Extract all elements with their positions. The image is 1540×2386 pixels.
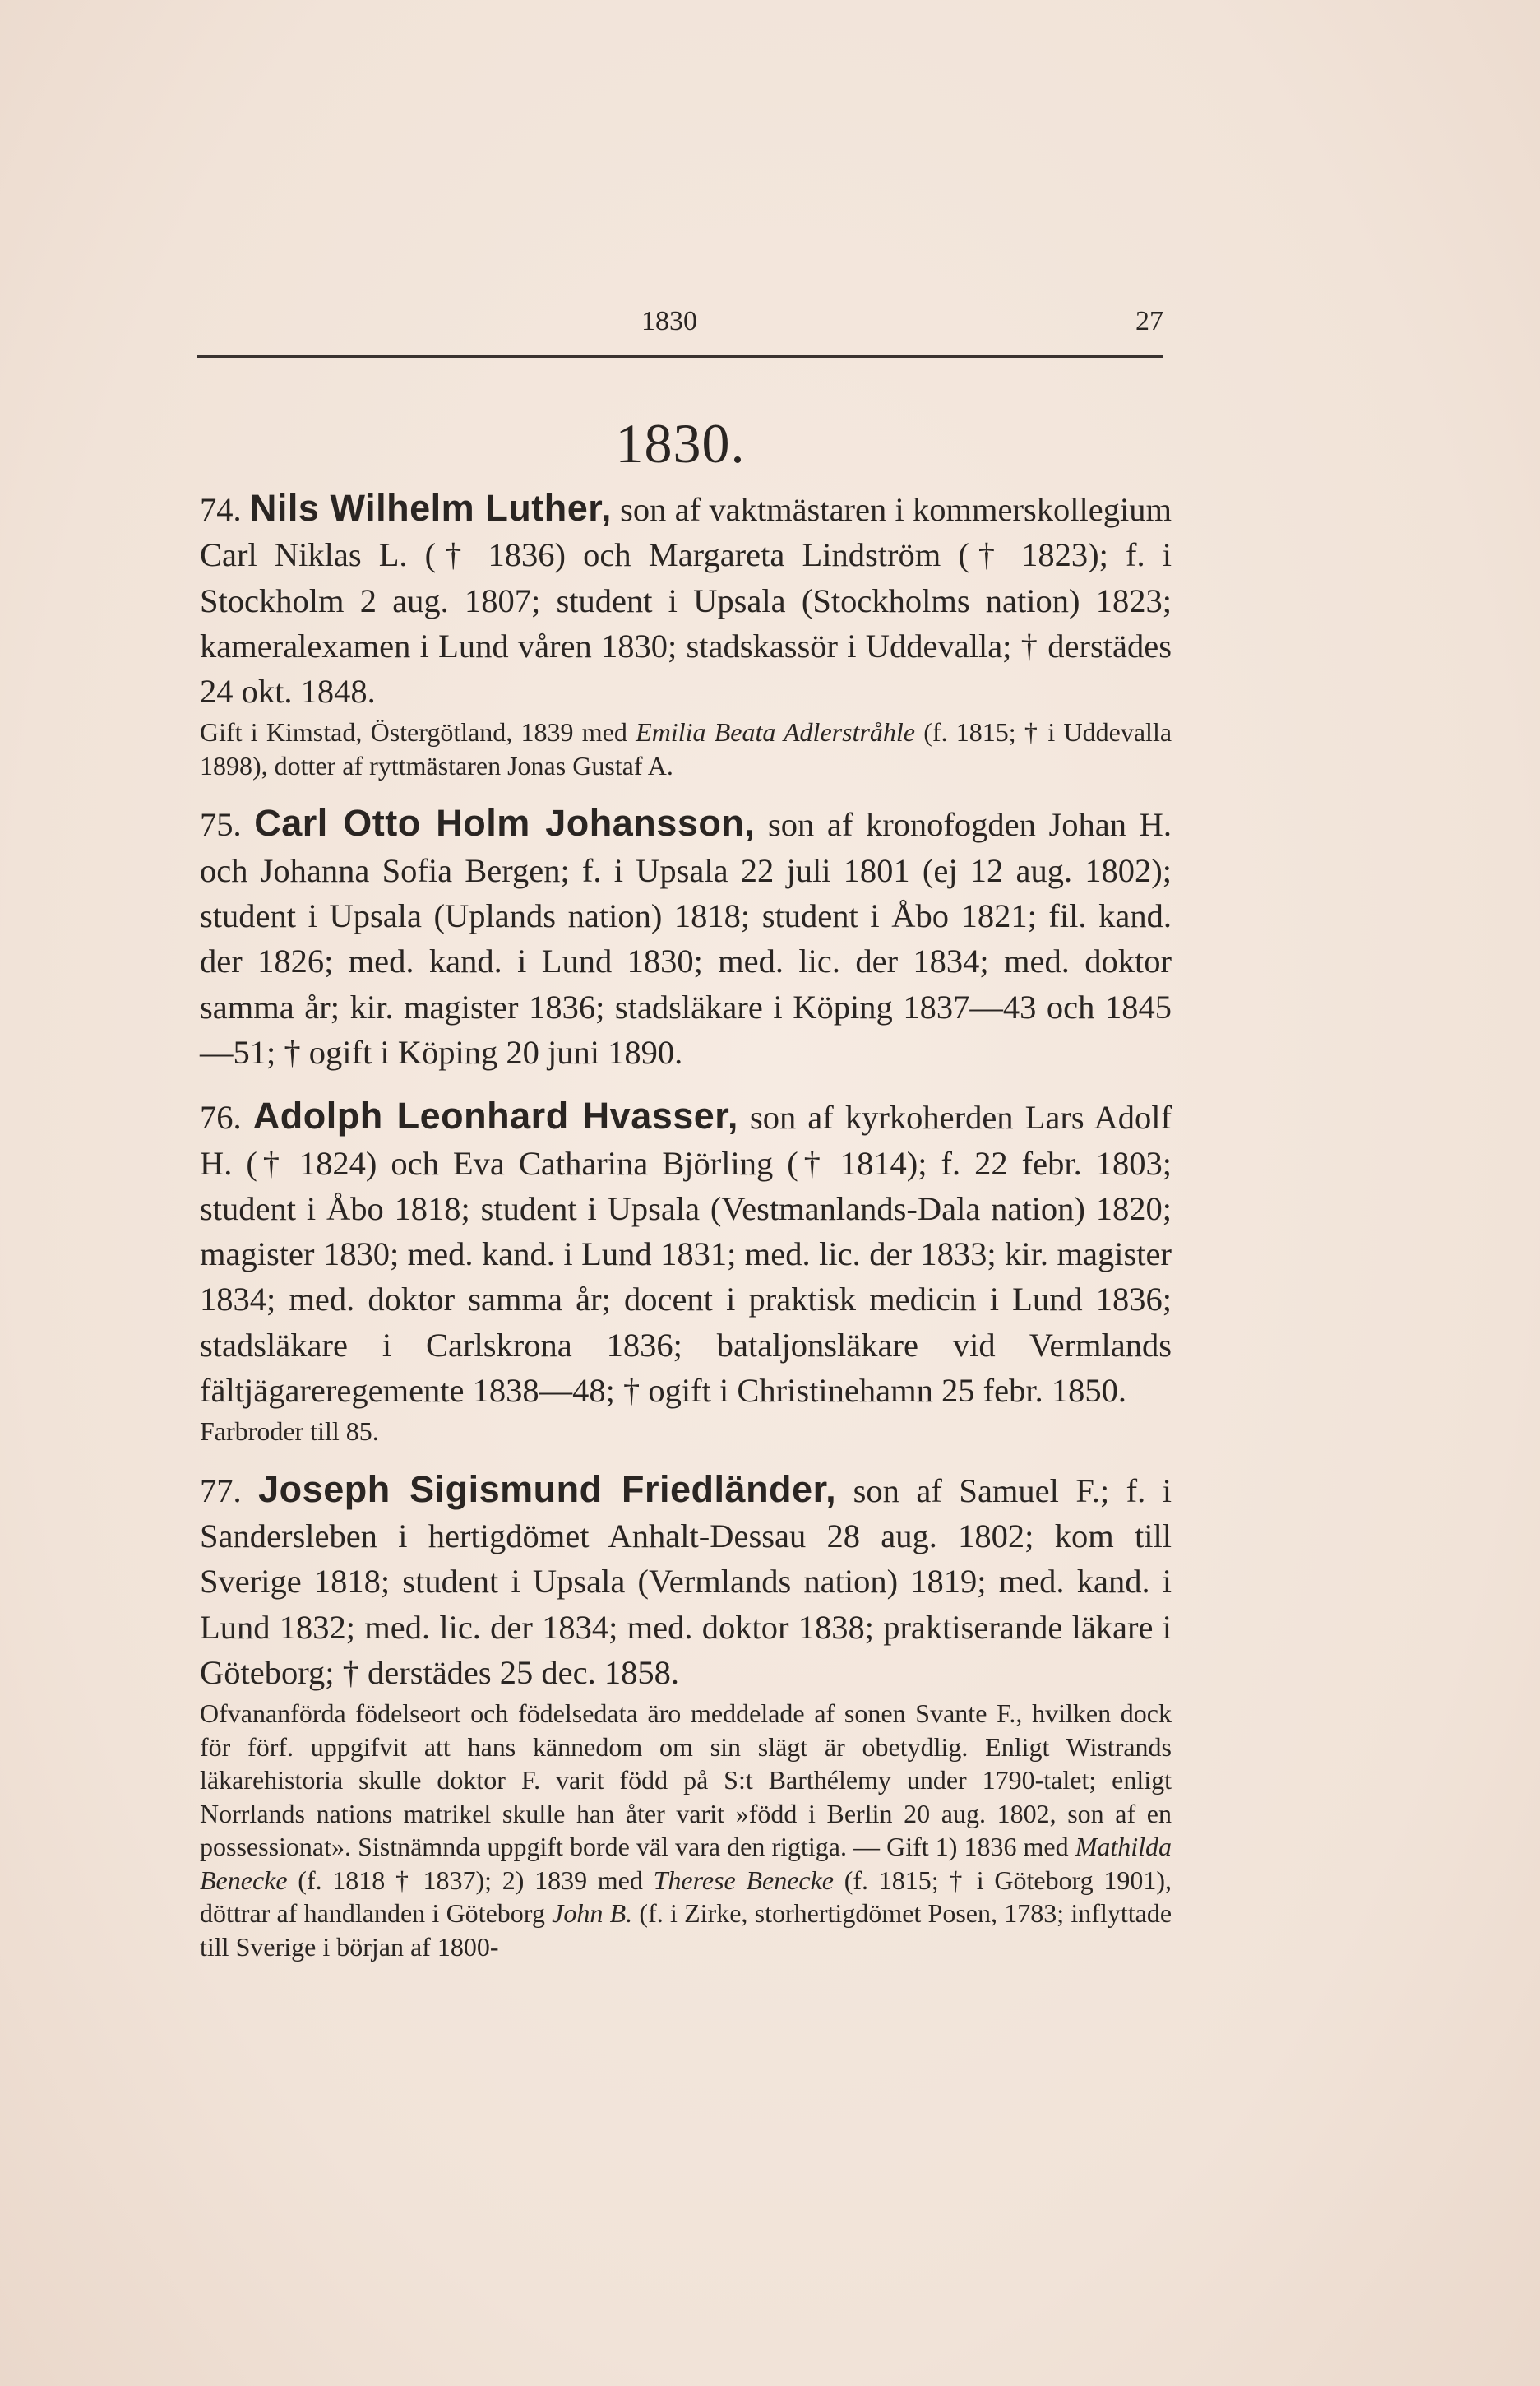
entry-name: Nils Wilhelm Luther,	[249, 487, 612, 529]
page-content	[200, 485, 1172, 1981]
entry-name: Joseph Sigismund Friedländer,	[258, 1467, 837, 1510]
entry-text: son af kronofogden Johan H. och Johanna Sofia Bergen; f. i Upsala 22 juli 1801 (ej 12 aug. 1802); student i Upsala (Uplands nation) 1818; student i Åbo 1821; fil. kand. der 1826; med. kand. i Lund 1830; med. lic. der 1834; med. doktor samma år; kir. magister 1836; stadsläkare i Köping 1837—43 och 1845—51; † ogift i Köping 20 juni 1890.	[200, 806, 1172, 1071]
entry-note: Farbroder till 85.	[200, 1416, 379, 1447]
note-text: Gift i Kimstad, Östergötland, 1839 med	[200, 717, 627, 748]
note-italic-name: John B.	[552, 1898, 633, 1929]
entry-body	[200, 800, 1172, 1075]
entry-name: Carl Otto Holm Johansson,	[254, 802, 756, 845]
section-heading: 1830.	[615, 412, 746, 475]
entry-text: son af Samuel F.; f. i Sandersleben i hertigdömet Anhalt-Dessau 28 aug. 1802; kom till Sverige 1818; student i Upsala (Vermlands nation) 1819; med. kand. i Lund 1832; med. lic. der 1834; med. doktor 1838; praktiserande läkare i Göteborg; † derstädes 25 dec. 1858.	[200, 1471, 1172, 1692]
entry-name: Adolph Leonhard Hvasser,	[252, 1095, 738, 1137]
note-text-end: (f. i Zirke, storhertigdömet Posen, 1783; inflyttade till Sverige i början af 1800-	[200, 1898, 1172, 1962]
entry-body	[200, 1093, 1172, 1413]
entry-number: 75.	[200, 806, 242, 844]
entry-number: 76.	[200, 1099, 242, 1137]
entry-text: son af kyrkoherden Lars Adolf H. († 1824) och Eva Catharina Björling († 1814); f. 22 febr. 1803; student i Åbo 1818; student i Upsala (Vestmanlands-Dala nation) 1820; magister 1830; med. kand. i Lund 1831; med. lic. der 1833; kir. magister 1834; med. doktor samma år; docent i praktisk medicin i Lund 1836; stadsläkare i Carlskrona 1836; bataljonsläkare vid Vermlands fältjägareregemente 1838—48; † ogift i Christinehamn 25 febr. 1850.	[200, 1099, 1172, 1410]
entry-75	[200, 800, 1172, 1075]
entry-body	[200, 485, 1172, 714]
note-text: (f. 1818 † 1837); 2) 1839 med	[298, 1865, 643, 1895]
page-number: 27	[1135, 306, 1163, 336]
entry-note	[200, 716, 1172, 782]
entry-74	[200, 485, 1172, 782]
entry-number: 74.	[200, 491, 242, 528]
entry-number: 77.	[200, 1471, 242, 1509]
entry-76	[200, 1093, 1172, 1448]
entry-text: son af vaktmästaren i kommerskollegium Carl Niklas L. († 1836) och Margareta Lindström († 1823); f. i Stockholm 2 aug. 1807; student i Upsala (Stockholms nation) 1823; kameralexamen i Lund våren 1830; stadskassör i Uddevalla; † derstädes 24 okt. 1848.	[200, 491, 1172, 711]
note-text: Ofvananförda födelseort och födelsedata äro meddelade af sonen Svante F., hvilken dock för förf. uppgifvit att hans kännedom om sin slägt är obetydlig. Enligt Wistrands läkarehistoria skulle doktor F. varit född på S:t Barthélemy under 1790-talet; enligt Norrlands nations matrikel skulle han åter varit »född i Berlin 20 aug. 1802, son af en possessionat». Sistnämnda uppgift borde väl vara den rigtiga. — Gift 1) 1836 med	[200, 1698, 1172, 1862]
note-italic-name: Therese Benecke	[653, 1865, 835, 1895]
entry-body	[200, 1466, 1172, 1695]
note-text: (f. 1815; † i Göteborg 1901), döttrar af handlanden i Göteborg	[200, 1865, 1172, 1929]
note-italic-name: Emilia Beata Adlerstråhle	[636, 717, 915, 748]
note-text-end: (f. 1815; † i Uddevalla 1898), dotter af ryttmästaren Jonas Gustaf A.	[200, 717, 1172, 781]
running-head-title: 1830	[641, 306, 697, 336]
entry-77	[200, 1466, 1172, 1963]
running-head	[197, 298, 1163, 358]
entry-note	[200, 1697, 1172, 1963]
note-italic-name: Mathilda Benecke	[200, 1832, 1172, 1895]
